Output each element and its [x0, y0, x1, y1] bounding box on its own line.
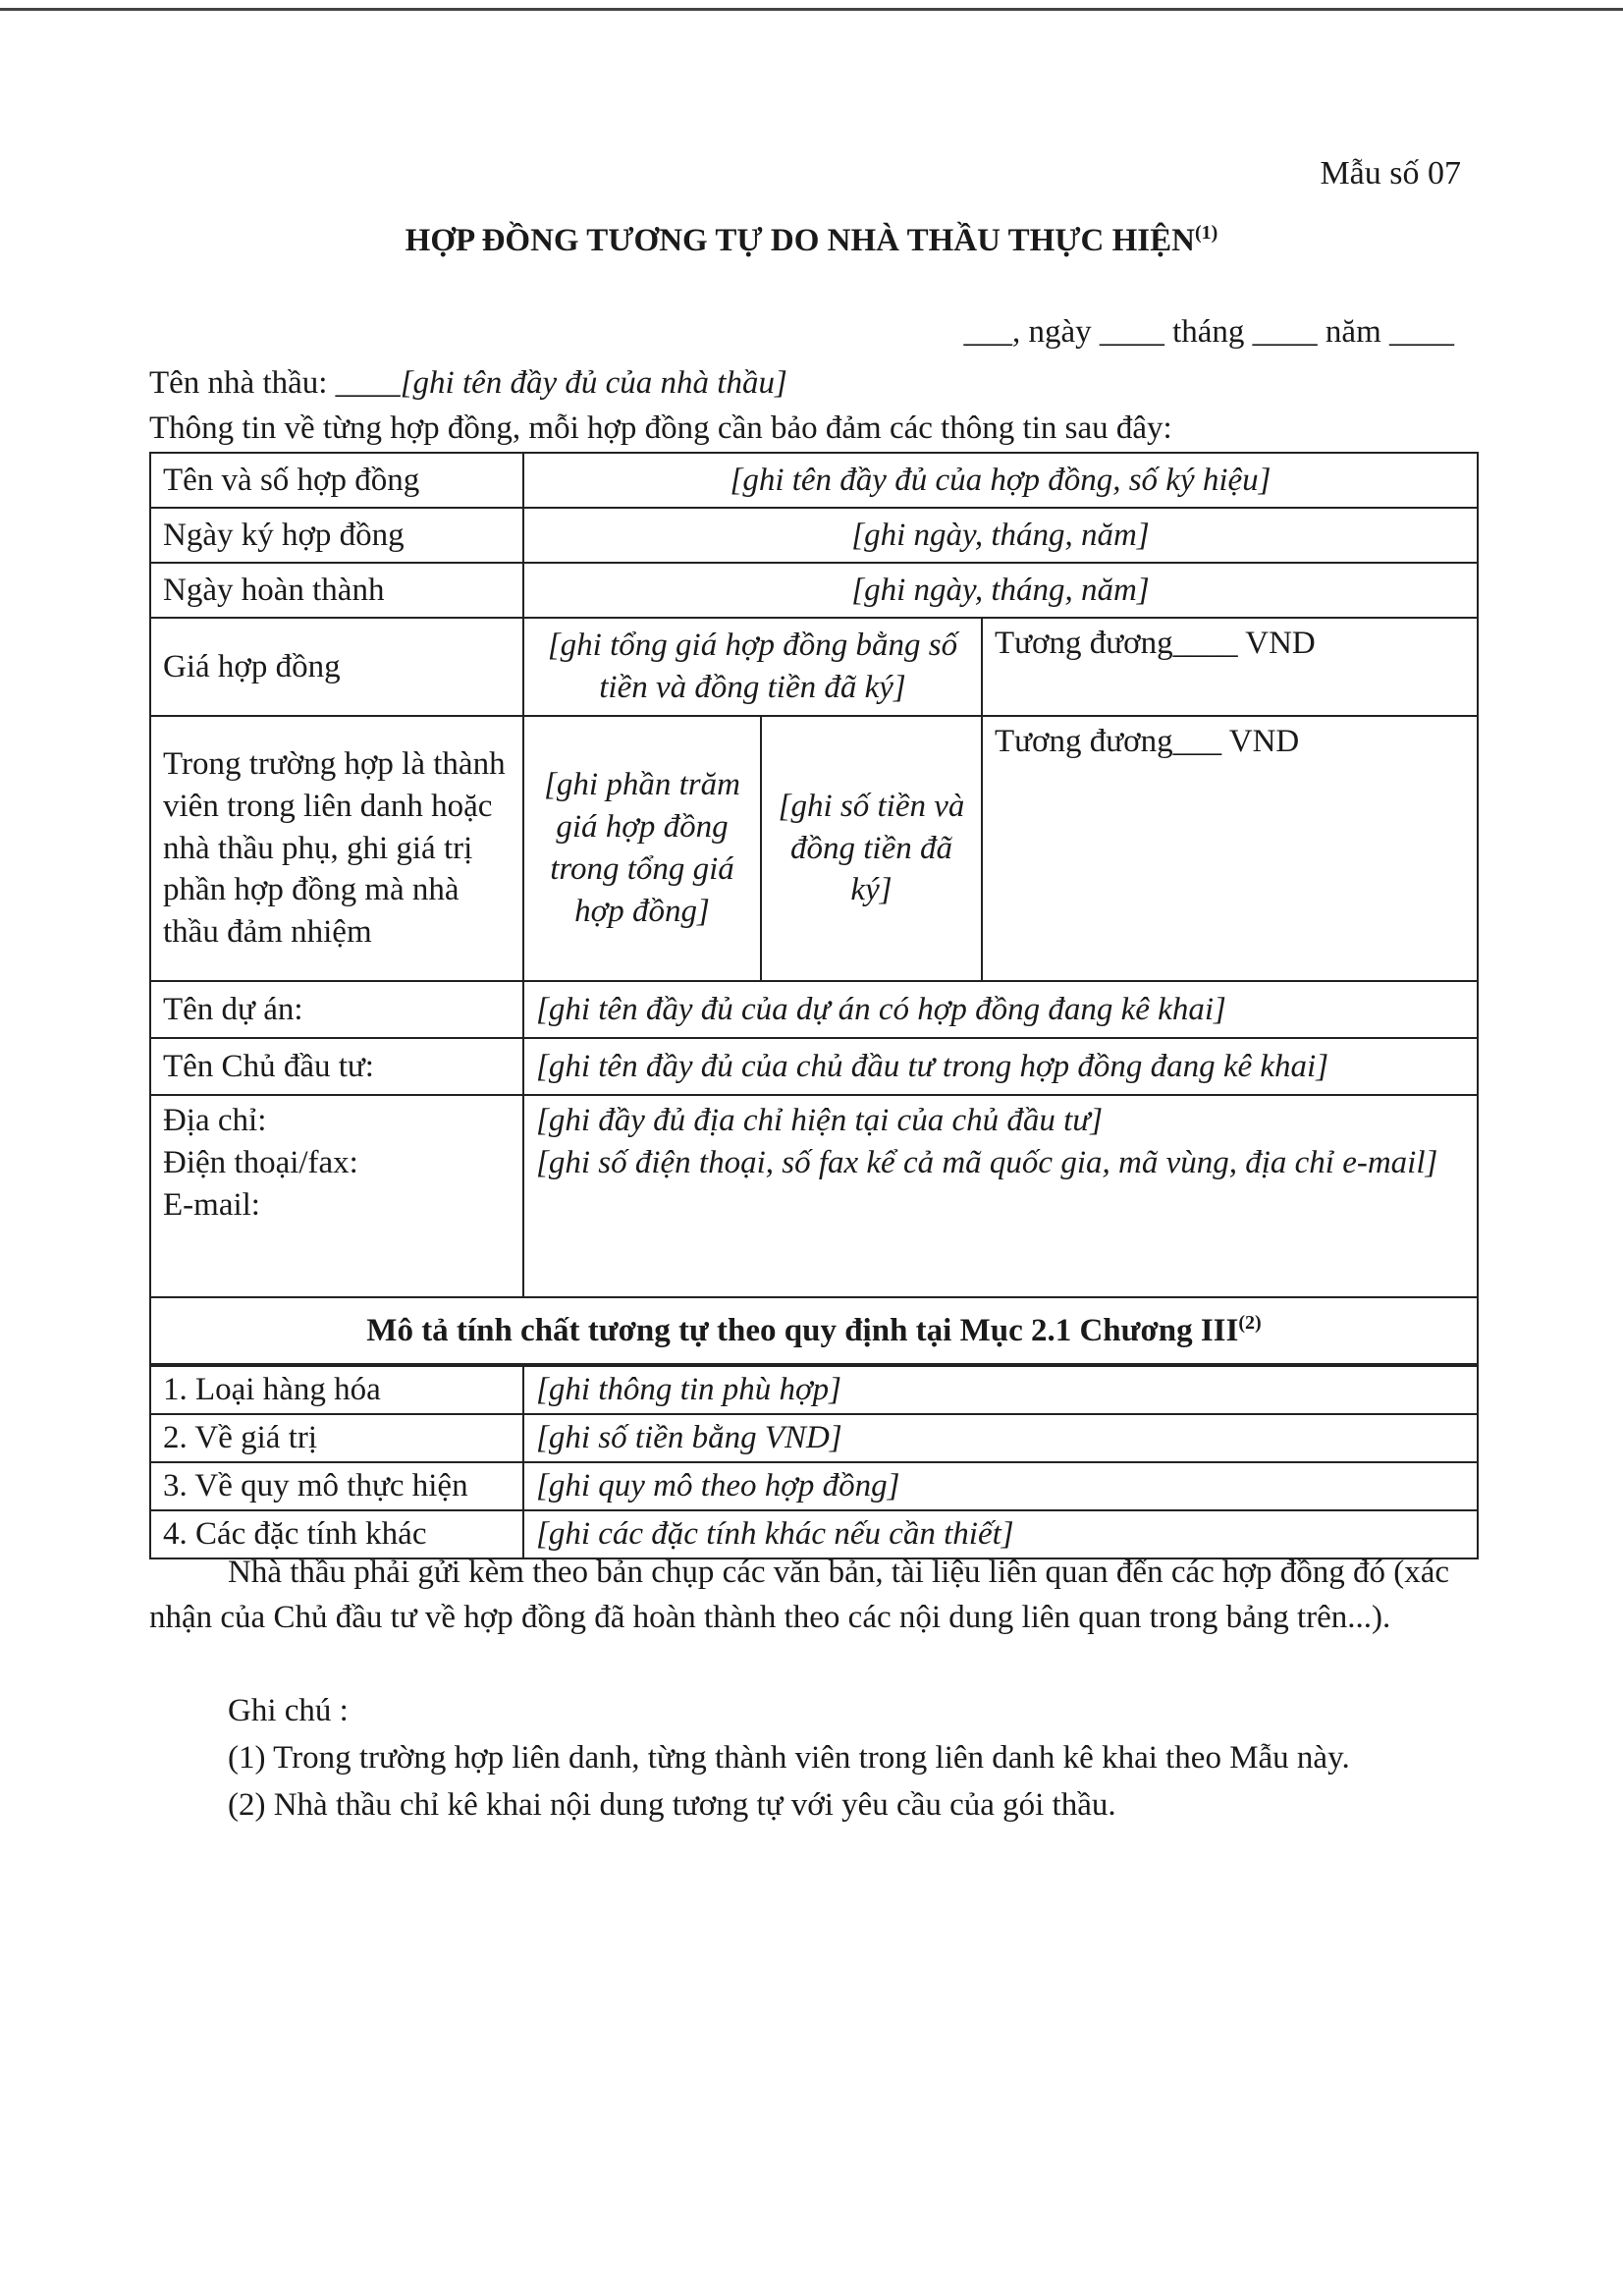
- contact-labels: [150, 1095, 523, 1297]
- table-row: [150, 716, 1478, 981]
- notes-label: Ghi chú :: [228, 1693, 349, 1728]
- intro-text: Thông tin về từng hợp đồng, mỗi hợp đồng cần bảo đảm các thông tin sau đây:: [149, 410, 1172, 446]
- sign-date-label: Ngày ký hợp đồng: [150, 508, 523, 563]
- criteria-label: 4. Các đặc tính khác: [150, 1510, 523, 1558]
- price-value: [ghi tổng giá hợp đồng bằng số tiền và đồng tiền đã ký]: [523, 618, 982, 716]
- criteria-value: [ghi thông tin phù hợp]: [523, 1366, 1478, 1414]
- attachment-paragraph: Nhà thầu phải gửi kèm theo bản chụp các văn bản, tài liệu liên quan đến các hợp đồng đó (xác nhận của Chủ đầu tư về hợp đồng đã hoàn thành theo các nội dung liên quan trong bảng trên...).: [149, 1555, 1449, 1635]
- top-border-line: [0, 8, 1623, 11]
- address-label: Địa chỉ:: [163, 1103, 267, 1138]
- table-row: [150, 1366, 1478, 1414]
- table-row: [150, 1095, 1478, 1297]
- section-footnote-ref: (2): [1238, 1311, 1262, 1334]
- title-text: HỢP ĐỒNG TƯƠNG TỰ DO NHÀ THẦU THỰC HIỆN: [405, 223, 1195, 258]
- criteria-label: 3. Về quy mô thực hiện: [150, 1462, 523, 1510]
- table-row: [150, 1462, 1478, 1510]
- date-line: ___, ngày ____ tháng ____ năm ____: [963, 314, 1454, 350]
- share-amount: [ghi số tiền và đồng tiền đã ký]: [761, 716, 982, 981]
- table-row: [150, 618, 1478, 716]
- criteria-value: [ghi số tiền bằng VND]: [523, 1414, 1478, 1462]
- project-value: [ghi tên đầy đủ của dự án có hợp đồng đang kê khai]: [523, 981, 1478, 1038]
- contract-info-table: [149, 452, 1479, 1365]
- contract-name-label: Tên và số hợp đồng: [150, 453, 523, 508]
- form-number: Mẫu số 07: [1320, 155, 1461, 191]
- criteria-label: 2. Về giá trị: [150, 1414, 523, 1462]
- notes-block: [228, 1687, 1350, 1829]
- section-title: [150, 1297, 1478, 1364]
- table-row: [150, 1297, 1478, 1364]
- phone-label: Điện thoại/fax:: [163, 1144, 358, 1180]
- price-equivalent: Tương đương____ VND: [982, 618, 1478, 716]
- page-title: [0, 222, 1623, 259]
- share-percent: [ghi phần trăm giá hợp đồng trong tổng giá hợp đồng]: [523, 716, 761, 981]
- section-title-text: Mô tả tính chất tương tự theo quy định tại Mục 2.1 Chương III: [366, 1312, 1239, 1348]
- note-1: (1) Trong trường hợp liên danh, từng thành viên trong liên danh kê khai theo Mẫu này.: [228, 1740, 1350, 1776]
- criteria-label: 1. Loại hàng hóa: [150, 1366, 523, 1414]
- share-equivalent: Tương đương___ VND: [982, 716, 1478, 981]
- owner-value: [ghi tên đầy đủ của chủ đầu tư trong hợp đồng đang kê khai]: [523, 1038, 1478, 1095]
- project-label: Tên dự án:: [150, 981, 523, 1038]
- phone-value: [ghi số điện thoại, số fax kể cả mã quốc gia, mã vùng, địa chỉ e-mail]: [536, 1144, 1438, 1180]
- title-footnote-ref: (1): [1194, 222, 1218, 244]
- contact-values: [523, 1095, 1478, 1297]
- sign-date-value: [ghi ngày, tháng, năm]: [523, 508, 1478, 563]
- table-row: [150, 563, 1478, 618]
- criteria-table: [149, 1365, 1479, 1559]
- criteria-value: [ghi quy mô theo hợp đồng]: [523, 1462, 1478, 1510]
- table-row: [150, 981, 1478, 1038]
- complete-date-label: Ngày hoàn thành: [150, 563, 523, 618]
- complete-date-value: [ghi ngày, tháng, năm]: [523, 563, 1478, 618]
- contractor-value: [ghi tên đầy đủ của nhà thầu]: [400, 365, 787, 401]
- price-label: Giá hợp đồng: [150, 618, 523, 716]
- owner-label: Tên Chủ đầu tư:: [150, 1038, 523, 1095]
- contractor-line: [149, 365, 787, 402]
- contractor-label: Tên nhà thầu: ____: [149, 365, 401, 401]
- share-label: Trong trường hợp là thành viên trong liên danh hoặc nhà thầu phụ, ghi giá trị phần hợp đồng mà nhà thầu đảm nhiệm: [150, 716, 523, 981]
- address-value: [ghi đầy đủ địa chỉ hiện tại của chủ đầu tư]: [536, 1103, 1104, 1138]
- table-row: [150, 1414, 1478, 1462]
- table-row: [150, 508, 1478, 563]
- criteria-value: [ghi các đặc tính khác nếu cần thiết]: [523, 1510, 1478, 1558]
- table-row: [150, 1038, 1478, 1095]
- email-label: E-mail:: [163, 1186, 260, 1223]
- table-row: [150, 453, 1478, 508]
- contract-name-value: [ghi tên đầy đủ của hợp đồng, số ký hiệu]: [523, 453, 1478, 508]
- note-2: (2) Nhà thầu chỉ kê khai nội dung tương tự với yêu cầu của gói thầu.: [228, 1787, 1116, 1823]
